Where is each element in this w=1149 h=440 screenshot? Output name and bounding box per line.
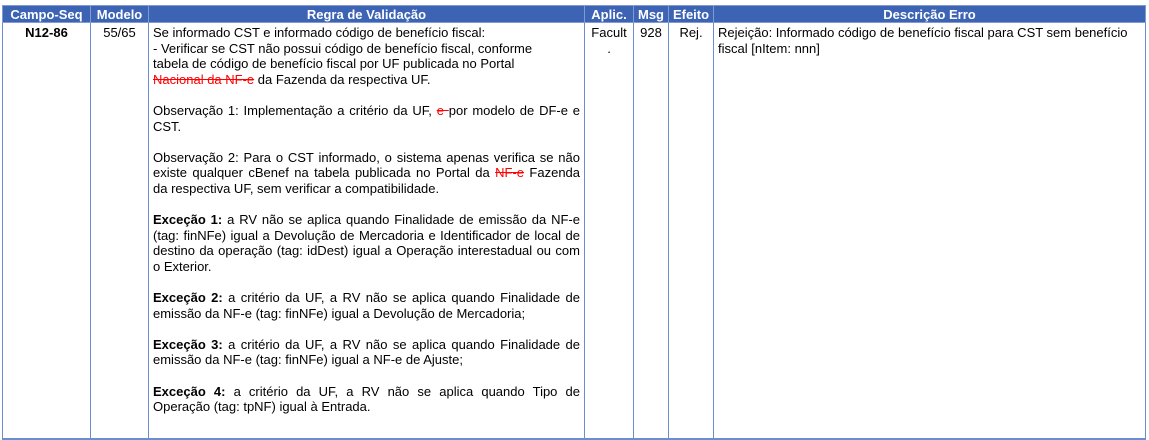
regra-text: Observação 1: Implementação a critério da UF, [153, 102, 437, 118]
aplic-text: . [607, 40, 611, 56]
header-campo-seq: Campo-Seq [3, 6, 91, 23]
cell-msg: 928 [634, 23, 669, 440]
table-header-row [3, 6, 1146, 23]
struck-text: e [436, 102, 449, 118]
struck-text: NF-e [495, 165, 525, 181]
regra-text: a critério da UF, a RV não se aplica quando Tipo de Operação (tag: tpNF) igual à Entrada. [153, 383, 581, 415]
cell-descricao-erro: Rejeição: Informado código de benefício fiscal para CST sem benefício fiscal [nItem: nnn] [714, 23, 1146, 440]
cell-regra-validacao [149, 23, 585, 440]
excecao-label: Exceção 4: [153, 383, 226, 399]
excecao-4 [153, 384, 580, 415]
aplic-text: Facult [591, 25, 627, 40]
regra-text: da Fazenda da respectiva UF. [254, 71, 431, 87]
regra-text: por modelo de DF-e e CST. [153, 102, 581, 134]
excecao-2 [153, 290, 580, 321]
regra-line [153, 72, 580, 88]
excecao-label: Exceção 3: [153, 336, 223, 352]
regra-text: Fazenda da respectiva UF, sem verificar a compatibilidade. [153, 165, 581, 196]
cell-efeito: Rej. [669, 23, 714, 440]
header-modelo: Modelo [91, 6, 149, 23]
regra-text: a RV não se aplica quando Finalidade de emissão da NF-e (tag: finNFe) igual a Devolução de Mercadoria e Identificador de local de destino da operação (tag: idDest) igual a Operação interestadual ou com o Exterior. [153, 212, 580, 274]
regra-text: a critério da UF, a RV não se aplica quando Finalidade de emissão da NF-e (tag: finNFe) igual a NF-e de Ajuste; [153, 336, 580, 368]
excecao-label: Exceção 2: [153, 290, 223, 306]
header-descricao-erro: Descrição Erro [714, 6, 1146, 23]
regra-line: - Verificar se CST não possui código de benefício fiscal, conforme [153, 40, 533, 56]
regra-line: tabela de código de benefício fiscal por UF publicada no Portal [153, 56, 515, 72]
observacao-2 [153, 150, 580, 197]
cell-modelo: 55/65 [91, 23, 149, 440]
header-aplic: Aplic. [585, 6, 634, 23]
regra-text: a critério da UF, a RV não se aplica quando Finalidade de emissão da NF-e (tag: finNFe) igual a Devolução de Mercadoria; [153, 290, 580, 321]
excecao-label: Exceção 1: [153, 212, 223, 228]
regra-line: Se informado CST e informado código de benefício fiscal: [153, 25, 486, 40]
excecao-1 [153, 212, 580, 274]
cell-campo-seq: N12-86 [3, 23, 91, 440]
excecao-3 [153, 337, 580, 368]
header-msg: Msg [634, 6, 669, 23]
struck-text: Nacional da NF-e [153, 71, 255, 87]
table-row [3, 23, 1146, 440]
cell-aplic [585, 23, 634, 440]
observacao-1 [153, 103, 580, 134]
header-regra-validacao: Regra de Validação [149, 6, 585, 23]
header-efeito: Efeito [669, 6, 714, 23]
regra-text: Observação 2: Para o CST informado, o sistema apenas verifica se não existe qualquer cBenef na tabela publicada no Portal da [153, 149, 580, 181]
validation-rules-table [2, 5, 1146, 440]
